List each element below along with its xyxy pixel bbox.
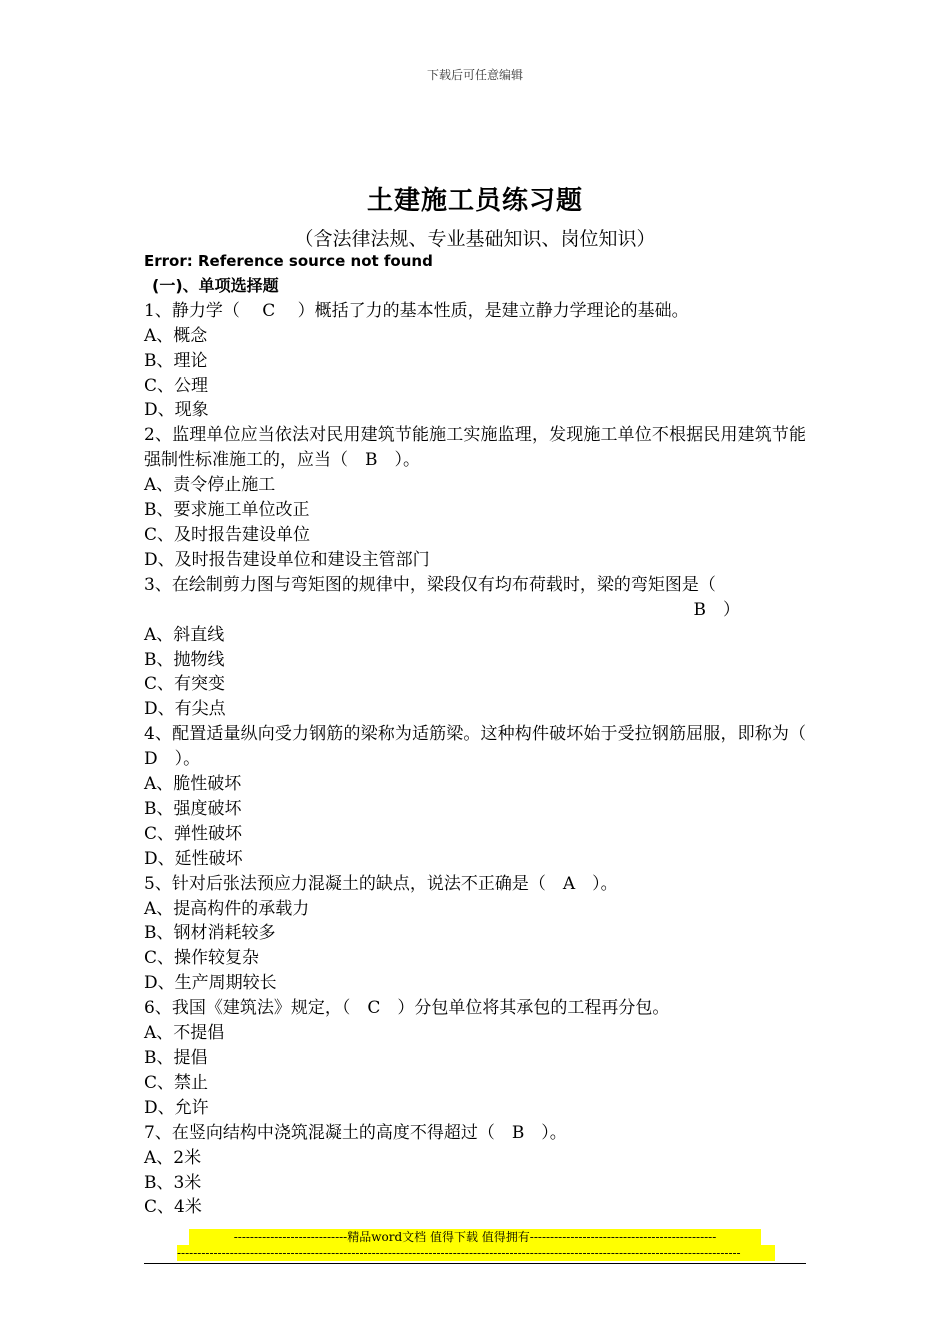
question-4	[144, 722, 823, 871]
option-d: D、允许	[144, 1097, 209, 1118]
option-b: B、要求施工单位改正	[144, 500, 310, 521]
option-c: C、禁止	[144, 1072, 209, 1093]
option-d: D、延性破坏	[144, 848, 243, 869]
header-note: 下载后可任意编辑	[426, 68, 523, 82]
option-c: C、4米	[144, 1197, 202, 1218]
document-subtitle: （含法律法规、专业基础知识、岗位知识）	[294, 228, 656, 250]
option-c: C、操作较复杂	[144, 948, 260, 969]
question-stem: 1、静力学（ C ）概括了力的基本性质，是建立静力学理论的基础。	[144, 300, 689, 321]
question-stem: 5、针对后张法预应力混凝土的缺点，说法不正确是（ A ）。	[144, 873, 618, 894]
question-7	[144, 1121, 806, 1221]
option-a: A、责令停止施工	[144, 475, 276, 496]
question-1	[144, 299, 806, 424]
question-stem: 4、配置适量纵向受力钢筋的梁称为适筋梁。这种构件破坏始于受拉钢筋屈服，即称为（ D ）。	[144, 724, 823, 770]
option-d: D、现象	[144, 400, 209, 421]
question-answer: B ）	[693, 599, 740, 620]
section-heading: (一)、单项选择题	[152, 275, 279, 295]
question-stem: 7、在竖向结构中浇筑混凝土的高度不得超过（ B ）。	[144, 1122, 567, 1143]
option-b: B、理论	[144, 350, 208, 371]
question-3	[144, 573, 806, 722]
option-c: C、弹性破坏	[144, 823, 243, 844]
question-6	[144, 996, 806, 1121]
option-b: B、强度破坏	[144, 798, 242, 819]
option-c: C、及时报告建设单位	[144, 524, 311, 545]
question-2	[144, 423, 806, 572]
question-stem: 2、监理单位应当依法对民用建筑节能施工实施监理，发现施工单位不根据民用建筑节能强制性标准施工的，应当（ B ）。	[144, 425, 806, 471]
footer-rule	[144, 1263, 806, 1264]
option-d: D、有尖点	[144, 699, 226, 720]
option-b: B、钢材消耗较多	[144, 923, 276, 944]
option-a: A、脆性破坏	[144, 774, 242, 795]
question-5	[144, 872, 806, 997]
option-b: B、3米	[144, 1172, 202, 1193]
option-b: B、提倡	[144, 1048, 208, 1068]
option-d: D、及时报告建设单位和建设主管部门	[144, 549, 430, 570]
document-title: 土建施工员练习题	[366, 186, 583, 216]
option-b: B、抛物线	[144, 649, 225, 670]
option-a: A、斜直线	[144, 624, 225, 645]
option-c: C、公理	[144, 375, 209, 396]
option-a: A、概念	[144, 325, 208, 346]
footer-banner: ----------------------------精品word文档 值得下载 值得拥有----------------------------------------------	[189, 1229, 761, 1245]
option-c: C、有突变	[144, 674, 226, 695]
footer-dash-line: -------------------------------------------------------------------------------------------------------------------------------------------	[177, 1245, 775, 1261]
document-body	[144, 249, 823, 1220]
reference-error-line: Error: Reference source not found	[144, 252, 433, 270]
option-a: A、不提倡	[144, 1023, 225, 1044]
option-d: D、生产周期较长	[144, 973, 277, 994]
option-a: A、2米	[144, 1147, 202, 1168]
question-stem: 3、在绘制剪力图与弯矩图的规律中，梁段仅有均布荷载时，梁的弯矩图是（	[144, 574, 716, 595]
question-stem: 6、我国《建筑法》规定，（ C ）分包单位将其承包的工程再分包。	[144, 998, 670, 1019]
option-a: A、提高构件的承载力	[144, 898, 310, 919]
